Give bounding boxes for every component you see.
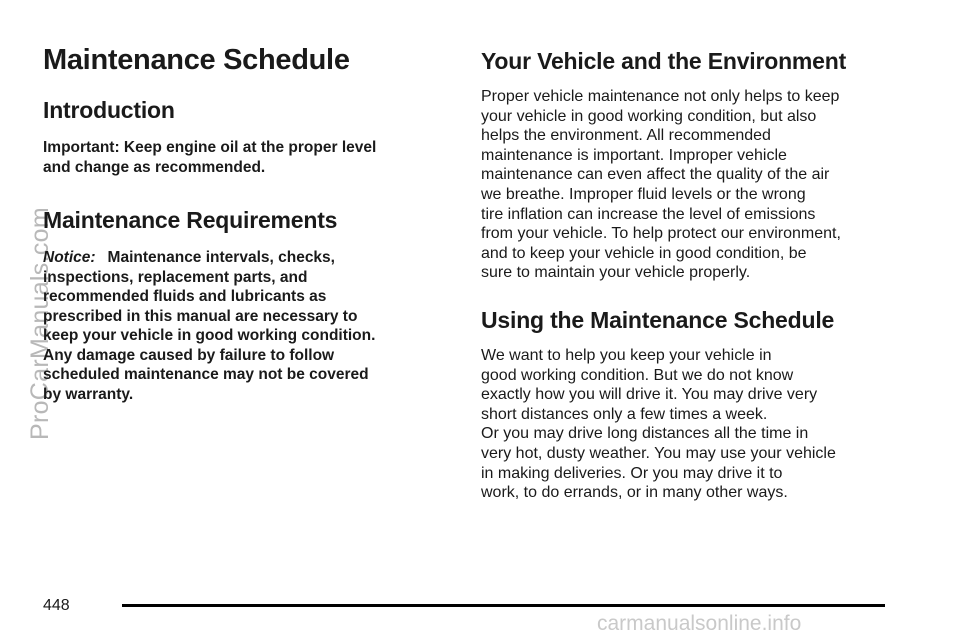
bottom-watermark: carmanualsonline.info xyxy=(597,612,802,635)
page-number: 448 xyxy=(43,597,70,614)
env-line-1: Proper vehicle maintenance not only helps to keep xyxy=(481,88,840,105)
using-line-6: very hot, dusty weather. You may use your vehicle xyxy=(481,444,836,462)
requirements-heading: Maintenance Requirements xyxy=(43,207,338,233)
side-watermark: ProCarManuals.com xyxy=(26,207,54,440)
using-line-3: exactly how you will drive it. You may drive very xyxy=(481,386,818,404)
notice-line-2: inspections, replacement parts, and xyxy=(43,268,308,286)
env-line-6: we breathe. Improper fluid levels or the wrong xyxy=(481,185,806,203)
using-schedule-paragraph xyxy=(481,346,901,503)
env-line-7: tire inflation can increase the level of emissions xyxy=(481,205,816,223)
env-line-8: from your vehicle. To help protect our environment, xyxy=(481,225,841,243)
important-note xyxy=(43,138,443,177)
notice-paragraph xyxy=(43,248,443,404)
env-line-9: and to keep your vehicle in good condition, be xyxy=(481,244,807,262)
using-line-1: We want to help you keep your vehicle in xyxy=(481,346,772,364)
introduction-heading: Introduction xyxy=(43,97,175,123)
using-line-7: in making deliveries. Or you may drive it to xyxy=(481,464,783,482)
page-title: Maintenance Schedule xyxy=(43,44,350,76)
environment-paragraph xyxy=(481,87,901,283)
notice-line-7: scheduled maintenance may not be covered xyxy=(43,366,369,383)
notice-line-8: by warranty. xyxy=(43,385,134,403)
env-line-3: helps the environment. All recommended xyxy=(481,127,771,145)
notice-line-1 xyxy=(43,248,443,268)
important-line-1: Important: Keep engine oil at the proper level xyxy=(43,139,377,156)
footer-rule xyxy=(122,604,885,607)
env-line-4: maintenance is important. Improper vehicle xyxy=(481,146,787,164)
notice-line-6: Any damage caused by failure to follow xyxy=(43,346,335,364)
env-line-2: your vehicle in good working condition, but also xyxy=(481,107,817,125)
using-line-2: good working condition. But we do not know xyxy=(481,366,794,384)
using-line-4: short distances only a few times a week. xyxy=(481,405,768,423)
important-line-2: and change as recommended. xyxy=(43,158,266,176)
notice-text-1: Maintenance intervals, checks, xyxy=(107,249,335,266)
left-column xyxy=(43,40,443,434)
notice-line-4: prescribed in this manual are necessary to xyxy=(43,307,358,325)
using-line-5: Or you may drive long distances all the time in xyxy=(481,425,809,443)
using-line-8: work, to do errands, or in many other ways. xyxy=(481,484,788,502)
notice-line-5: keep your vehicle in good working condition. xyxy=(43,327,376,344)
env-line-10: sure to maintain your vehicle properly. xyxy=(481,264,751,282)
right-column xyxy=(481,40,901,527)
notice-line-3: recommended fluids and lubricants as xyxy=(43,288,327,305)
notice-label: Notice: xyxy=(43,249,96,266)
environment-heading: Your Vehicle and the Environment xyxy=(481,48,847,74)
env-line-5: maintenance can even affect the quality of the air xyxy=(481,166,830,184)
using-schedule-heading: Using the Maintenance Schedule xyxy=(481,306,835,333)
